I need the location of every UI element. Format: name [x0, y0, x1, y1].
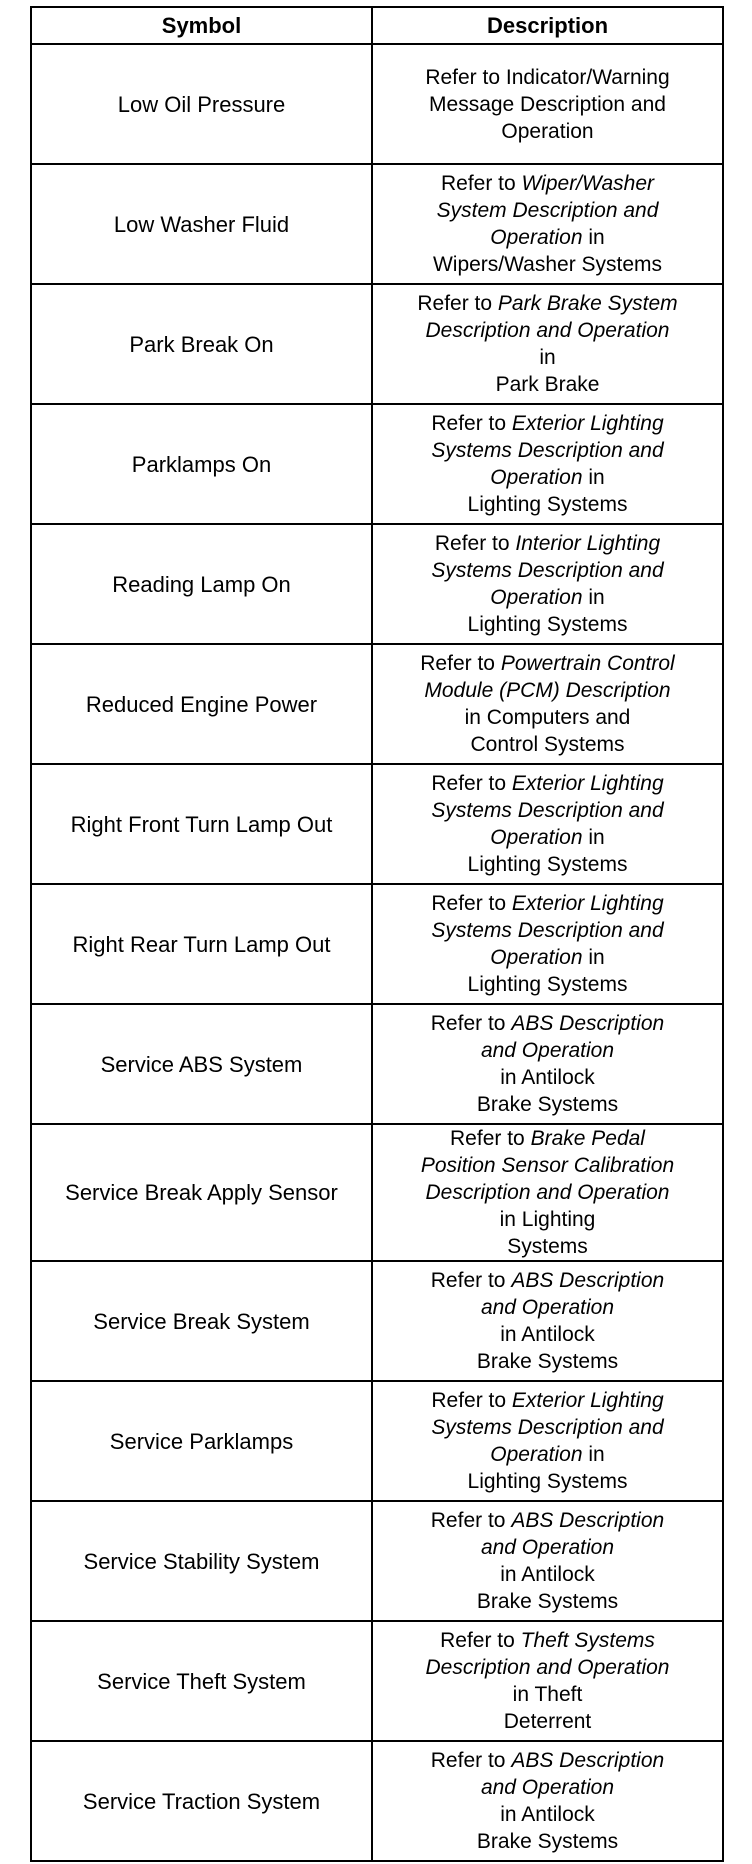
reference-title: and Operation — [480, 1039, 615, 1062]
description-text: Refer to — [434, 532, 516, 555]
description-line — [377, 344, 718, 371]
description-line — [377, 1681, 718, 1708]
description-text: in — [582, 1443, 605, 1466]
description-text: Lighting Systems — [467, 973, 628, 996]
table-row — [31, 284, 723, 404]
description-line — [377, 1152, 718, 1179]
reference-title: Systems Description and — [431, 919, 664, 942]
symbol-cell: Service Traction System — [31, 1741, 372, 1861]
reference-title: Systems Description and — [431, 799, 664, 822]
symbol-cell: Service Stability System — [31, 1501, 372, 1621]
symbol-cell: Park Break On — [31, 284, 372, 404]
description-text: in Theft — [512, 1683, 583, 1706]
symbol-cell: Service Theft System — [31, 1621, 372, 1741]
description-cell — [372, 884, 723, 1004]
description-line — [377, 1654, 718, 1681]
description-cell — [372, 644, 723, 764]
description-line — [377, 1387, 718, 1414]
reference-title: and Operation — [480, 1536, 615, 1559]
reference-title: Exterior Lighting — [511, 412, 664, 435]
reference-title: Exterior Lighting — [511, 1389, 664, 1412]
symbol-cell: Right Rear Turn Lamp Out — [31, 884, 372, 1004]
description-line — [377, 1588, 718, 1615]
description-cell — [372, 524, 723, 644]
reference-title: Operation — [490, 826, 583, 849]
description-line — [377, 890, 718, 917]
description-column-header: Description — [372, 7, 723, 44]
reference-title: ABS Description — [511, 1012, 665, 1035]
description-text: in Antilock — [500, 1803, 595, 1826]
description-line — [377, 1774, 718, 1801]
table-row — [31, 1741, 723, 1861]
description-text: Lighting Systems — [467, 853, 628, 876]
description-line — [377, 584, 718, 611]
description-text: Refer to — [420, 652, 501, 675]
description-line — [377, 731, 718, 758]
description-text: Control Systems — [470, 733, 625, 756]
description-line — [377, 491, 718, 518]
description-text: in Antilock — [500, 1563, 595, 1586]
description-cell — [372, 1261, 723, 1381]
reference-title: Operation — [490, 1443, 583, 1466]
description-line — [377, 1064, 718, 1091]
table-row — [31, 1621, 723, 1741]
reference-title: Module (PCM) Description — [424, 679, 671, 702]
description-line — [377, 851, 718, 878]
description-line — [377, 410, 718, 437]
description-text: in Lighting — [499, 1208, 596, 1231]
description-text: Brake Systems — [476, 1830, 619, 1853]
description-cell — [372, 284, 723, 404]
description-text: Operation — [501, 119, 594, 143]
description-line — [377, 1414, 718, 1441]
reference-title: Operation — [490, 226, 583, 249]
description-text: Refer to Indicator/Warning — [425, 65, 670, 89]
symbol-cell: Parklamps On — [31, 404, 372, 524]
table-row — [31, 1261, 723, 1381]
table-row — [31, 644, 723, 764]
description-cell — [372, 764, 723, 884]
table-row — [31, 164, 723, 284]
description-text: Refer to — [450, 1127, 531, 1150]
symbol-column-header: Symbol — [31, 7, 372, 44]
description-text: Park Brake — [495, 373, 600, 396]
description-line — [377, 290, 718, 317]
reference-title: Wiper/Washer — [521, 172, 654, 195]
description-text: Systems — [507, 1235, 588, 1258]
description-text: Deterrent — [503, 1710, 592, 1733]
description-line — [377, 317, 718, 344]
description-line — [377, 1708, 718, 1735]
reference-title: and Operation — [480, 1776, 615, 1799]
table-row — [31, 404, 723, 524]
reference-title: Description and Operation — [425, 319, 670, 342]
description-line — [377, 437, 718, 464]
symbol-cell: Service Break Apply Sensor — [31, 1124, 372, 1261]
reference-title: Interior Lighting — [515, 532, 661, 555]
description-line — [377, 530, 718, 557]
description-line — [377, 1233, 718, 1260]
table-row — [31, 1381, 723, 1501]
description-line — [377, 1348, 718, 1375]
description-text: Refer to — [440, 172, 522, 195]
description-text: in — [539, 346, 556, 369]
description-line — [377, 1294, 718, 1321]
description-text: in — [582, 586, 605, 609]
description-line — [377, 704, 718, 731]
symbol-description-table — [30, 6, 724, 1862]
description-line — [377, 611, 718, 638]
description-line — [377, 170, 718, 197]
description-line — [377, 1801, 718, 1828]
table-row — [31, 1004, 723, 1124]
description-text: Brake Systems — [476, 1590, 619, 1613]
description-line — [377, 1125, 718, 1152]
table-row — [31, 1124, 723, 1261]
description-line — [377, 1179, 718, 1206]
description-line — [377, 1037, 718, 1064]
description-line — [377, 1206, 718, 1233]
description-text: in — [582, 946, 605, 969]
description-text: Refer to — [417, 292, 498, 315]
description-cell — [372, 1381, 723, 1501]
reference-title: Operation — [490, 946, 583, 969]
reference-title: Park Brake System — [497, 292, 678, 315]
description-line — [377, 1468, 718, 1495]
description-line — [377, 557, 718, 584]
description-line — [377, 1828, 718, 1855]
symbol-cell: Reduced Engine Power — [31, 644, 372, 764]
reference-title: Exterior Lighting — [511, 892, 664, 915]
description-line — [377, 1534, 718, 1561]
description-line — [377, 118, 718, 145]
description-cell — [372, 1621, 723, 1741]
description-line — [377, 944, 718, 971]
description-text: Refer to — [430, 1749, 512, 1772]
description-cell — [372, 404, 723, 524]
description-line — [377, 1747, 718, 1774]
description-text: Brake Systems — [476, 1350, 619, 1373]
description-text: in Computers and — [464, 706, 631, 729]
symbol-cell: Service ABS System — [31, 1004, 372, 1124]
symbol-cell: Service Parklamps — [31, 1381, 372, 1501]
description-line — [377, 64, 718, 91]
symbol-cell: Low Washer Fluid — [31, 164, 372, 284]
description-text: Lighting Systems — [467, 1470, 628, 1493]
reference-title: Brake Pedal — [530, 1127, 645, 1150]
description-text: in Antilock — [500, 1066, 595, 1089]
description-text: Brake Systems — [476, 1093, 619, 1116]
description-line — [377, 971, 718, 998]
description-line — [377, 1627, 718, 1654]
table-row — [31, 884, 723, 1004]
reference-title: Systems Description and — [431, 1416, 664, 1439]
description-cell — [372, 1124, 723, 1261]
reference-title: System Description and — [436, 199, 659, 222]
description-line — [377, 1010, 718, 1037]
description-line — [377, 797, 718, 824]
description-line — [377, 464, 718, 491]
reference-title: ABS Description — [511, 1749, 665, 1772]
reference-title: ABS Description — [511, 1269, 665, 1292]
description-text: in — [582, 466, 605, 489]
description-text: in — [582, 826, 605, 849]
description-line — [377, 251, 718, 278]
description-line — [377, 770, 718, 797]
table-row — [31, 1501, 723, 1621]
description-text: Wipers/Washer Systems — [432, 253, 663, 276]
description-line — [377, 1267, 718, 1294]
description-text: Refer to — [430, 1269, 512, 1292]
description-text: Message Description and — [429, 92, 666, 116]
description-text: Refer to — [430, 1012, 512, 1035]
reference-title: Position Sensor Calibration — [420, 1154, 675, 1177]
description-line — [377, 224, 718, 251]
description-line — [377, 1441, 718, 1468]
symbol-cell: Low Oil Pressure — [31, 44, 372, 164]
reference-title: Operation — [490, 586, 583, 609]
description-text: in Antilock — [500, 1323, 595, 1346]
description-cell — [372, 44, 723, 164]
symbol-cell: Right Front Turn Lamp Out — [31, 764, 372, 884]
reference-title: Description and Operation — [425, 1181, 670, 1204]
description-text: Refer to — [431, 772, 512, 795]
description-line — [377, 197, 718, 224]
description-line — [377, 91, 718, 118]
description-line — [377, 1091, 718, 1118]
description-line — [377, 824, 718, 851]
description-text: Refer to — [431, 892, 512, 915]
reference-title: Powertrain Control — [500, 652, 675, 675]
description-line — [377, 1507, 718, 1534]
description-text: Refer to — [431, 412, 512, 435]
description-text: Refer to — [430, 1509, 512, 1532]
description-cell — [372, 164, 723, 284]
reference-title: Systems Description and — [431, 439, 664, 462]
reference-title: Systems Description and — [431, 559, 664, 582]
description-cell — [372, 1004, 723, 1124]
description-line — [377, 1321, 718, 1348]
symbol-cell: Reading Lamp On — [31, 524, 372, 644]
description-line — [377, 1561, 718, 1588]
reference-title: Operation — [490, 466, 583, 489]
reference-title: ABS Description — [511, 1509, 665, 1532]
description-text: Lighting Systems — [467, 613, 628, 636]
description-text: Lighting Systems — [467, 493, 628, 516]
description-text: in — [582, 226, 605, 249]
table-row — [31, 524, 723, 644]
description-text: Refer to — [440, 1629, 521, 1652]
reference-title: Exterior Lighting — [511, 772, 664, 795]
description-line — [377, 677, 718, 704]
description-cell — [372, 1501, 723, 1621]
reference-title: Theft Systems — [520, 1629, 655, 1652]
description-cell — [372, 1741, 723, 1861]
table-row — [31, 764, 723, 884]
table-row — [31, 44, 723, 164]
symbol-cell: Service Break System — [31, 1261, 372, 1381]
header-row — [31, 7, 723, 44]
description-line — [377, 917, 718, 944]
description-line — [377, 650, 718, 677]
reference-title: Description and Operation — [425, 1656, 670, 1679]
description-text: Refer to — [431, 1389, 512, 1412]
reference-title: and Operation — [480, 1296, 615, 1319]
description-line — [377, 371, 718, 398]
